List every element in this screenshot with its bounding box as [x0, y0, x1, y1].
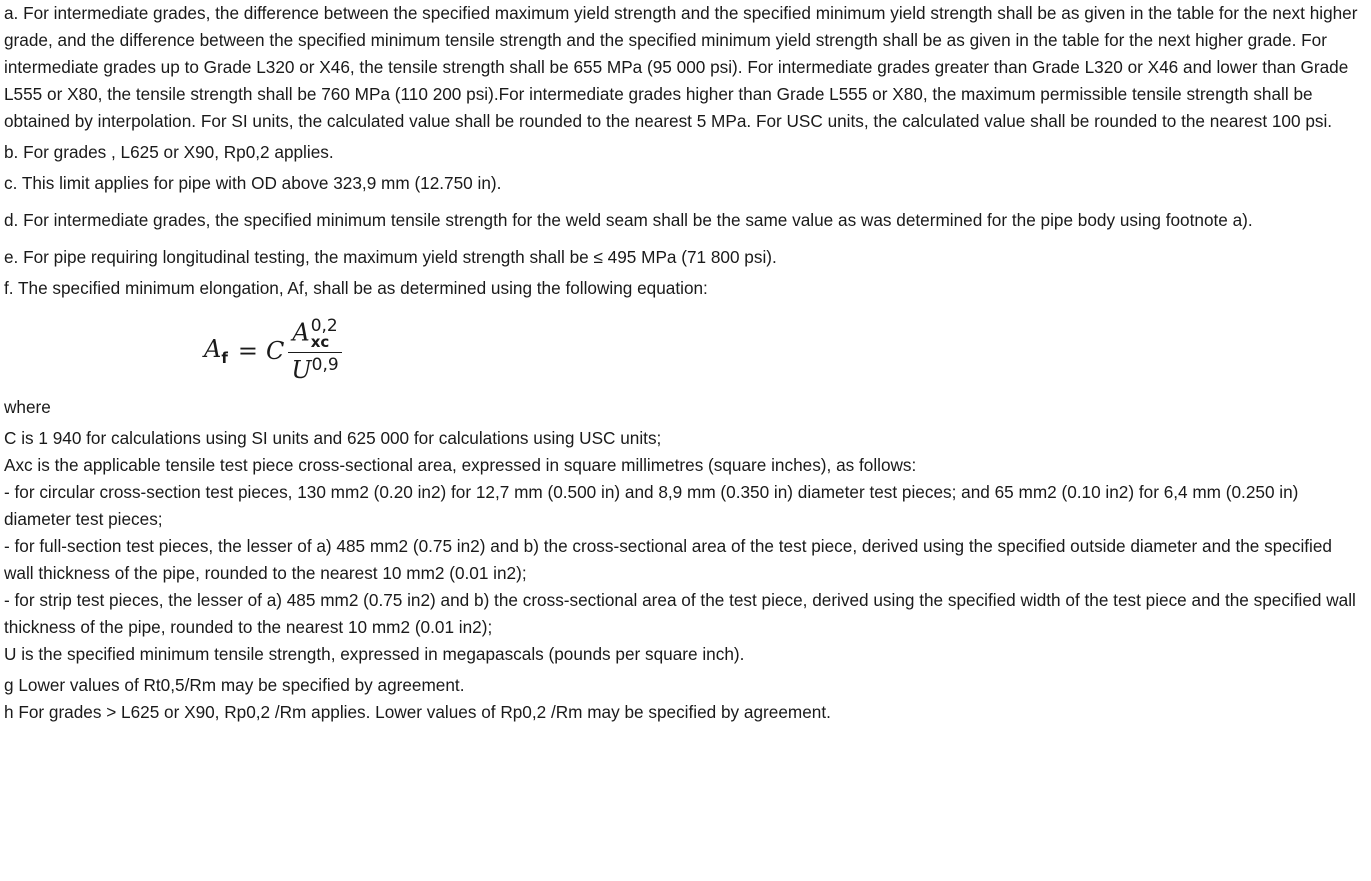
- footnote-e: e. For pipe requiring longitudinal testing, the maximum yield strength shall be ≤ 495 MPa (71 800 psi).: [4, 247, 777, 267]
- lhs-subscript: f: [221, 348, 228, 367]
- denominator-symbol: U: [291, 356, 312, 384]
- definition-c: C is 1 940 for calculations using SI units and 625 000 for calculations using USC units;: [4, 428, 662, 448]
- equation-lhs: [204, 335, 228, 367]
- numerator-symbol: A: [292, 318, 310, 347]
- footnote-g: g Lower values of Rt0,5/Rm may be specified by agreement.: [4, 675, 465, 695]
- footnote-b: b. For grades , L625 or X90, Rp0,2 applies.: [4, 142, 334, 162]
- definition-full-section: - for full-section test pieces, the lesser of a) 485 mm2 (0.75 in2) and b) the cross-sectional area of the test piece, derived using the specified outside diameter and the specified wall thickness of the pipe, rounded to the nearest 10 mm2 (0.01 in2);: [4, 536, 1332, 583]
- footnote-h: h For grades > L625 or X90, Rp0,2 /Rm applies. Lower values of Rp0,2 /Rm may be specified by agreement.: [4, 702, 831, 722]
- denominator-superscript: 0,9: [311, 355, 339, 375]
- equation-constant: C: [265, 337, 285, 365]
- numerator-superscript: 0,2: [310, 316, 338, 336]
- equation-fraction: [288, 318, 341, 384]
- fraction-denominator: [291, 353, 338, 384]
- definition-u: U is the specified minimum tensile strength, expressed in megapascals (pounds per square inch).: [4, 644, 745, 664]
- equation-expression: [204, 308, 342, 394]
- where-label: where: [4, 397, 51, 417]
- elongation-equation: [4, 308, 1366, 394]
- footnote-c: c. This limit applies for pipe with OD above 323,9 mm (12.750 in).: [4, 173, 502, 193]
- footnote-d: d. For intermediate grades, the specified minimum tensile strength for the weld seam shall be the same value as was determined for the pipe body using footnote a).: [4, 210, 1253, 230]
- lhs-symbol: A: [204, 335, 222, 364]
- definition-strip: - for strip test pieces, the lesser of a) 485 mm2 (0.75 in2) and b) the cross-sectional area of the test piece, derived using the specified width of the test piece and the specified wall thickness of the pipe, rounded to the nearest 10 mm2 (0.01 in2);: [4, 590, 1356, 637]
- footnote-f: f. The specified minimum elongation, Af, shall be as determined using the following equation:: [4, 278, 708, 298]
- numerator-subscript: xc: [310, 333, 330, 351]
- definition-circular: - for circular cross-section test pieces, 130 mm2 (0.20 in2) for 12,7 mm (0.500 in) and 8,9 mm (0.350 in) diameter test pieces; and 65 mm2 (0.10 in2) for 6,4 mm (0.250 in) diameter test pieces;: [4, 482, 1299, 529]
- footnote-a: a. For intermediate grades, the difference between the specified maximum yield strength and the specified minimum yield strength shall be as given in the table for the next higher grade, and the difference between the specified minimum tensile strength and the specified minimum yield strength shall be as given in the table for the next higher grade. For intermediate grades up to Grade L320 or X46, the tensile strength shall be 655 MPa (95 000 psi). For intermediate grades greater than Grade L320 or X46 and lower than Grade L555 or X80, the tensile strength shall be 760 MPa (110 200 psi).For intermediate grades higher than Grade L555 or X80, the maximum permissible tensile strength shall be obtained by interpolation. For SI units, the calculated value shall be rounded to the nearest 5 MPa. For USC units, the calculated value shall be rounded to the nearest 100 psi.: [4, 3, 1358, 131]
- equation-equals: =: [237, 337, 258, 365]
- fraction-numerator: [288, 318, 341, 353]
- document-page: [4, 0, 1366, 726]
- definition-axc: Axc is the applicable tensile test piece cross-sectional area, expressed in square millimetres (square inches), as follows:: [4, 455, 917, 475]
